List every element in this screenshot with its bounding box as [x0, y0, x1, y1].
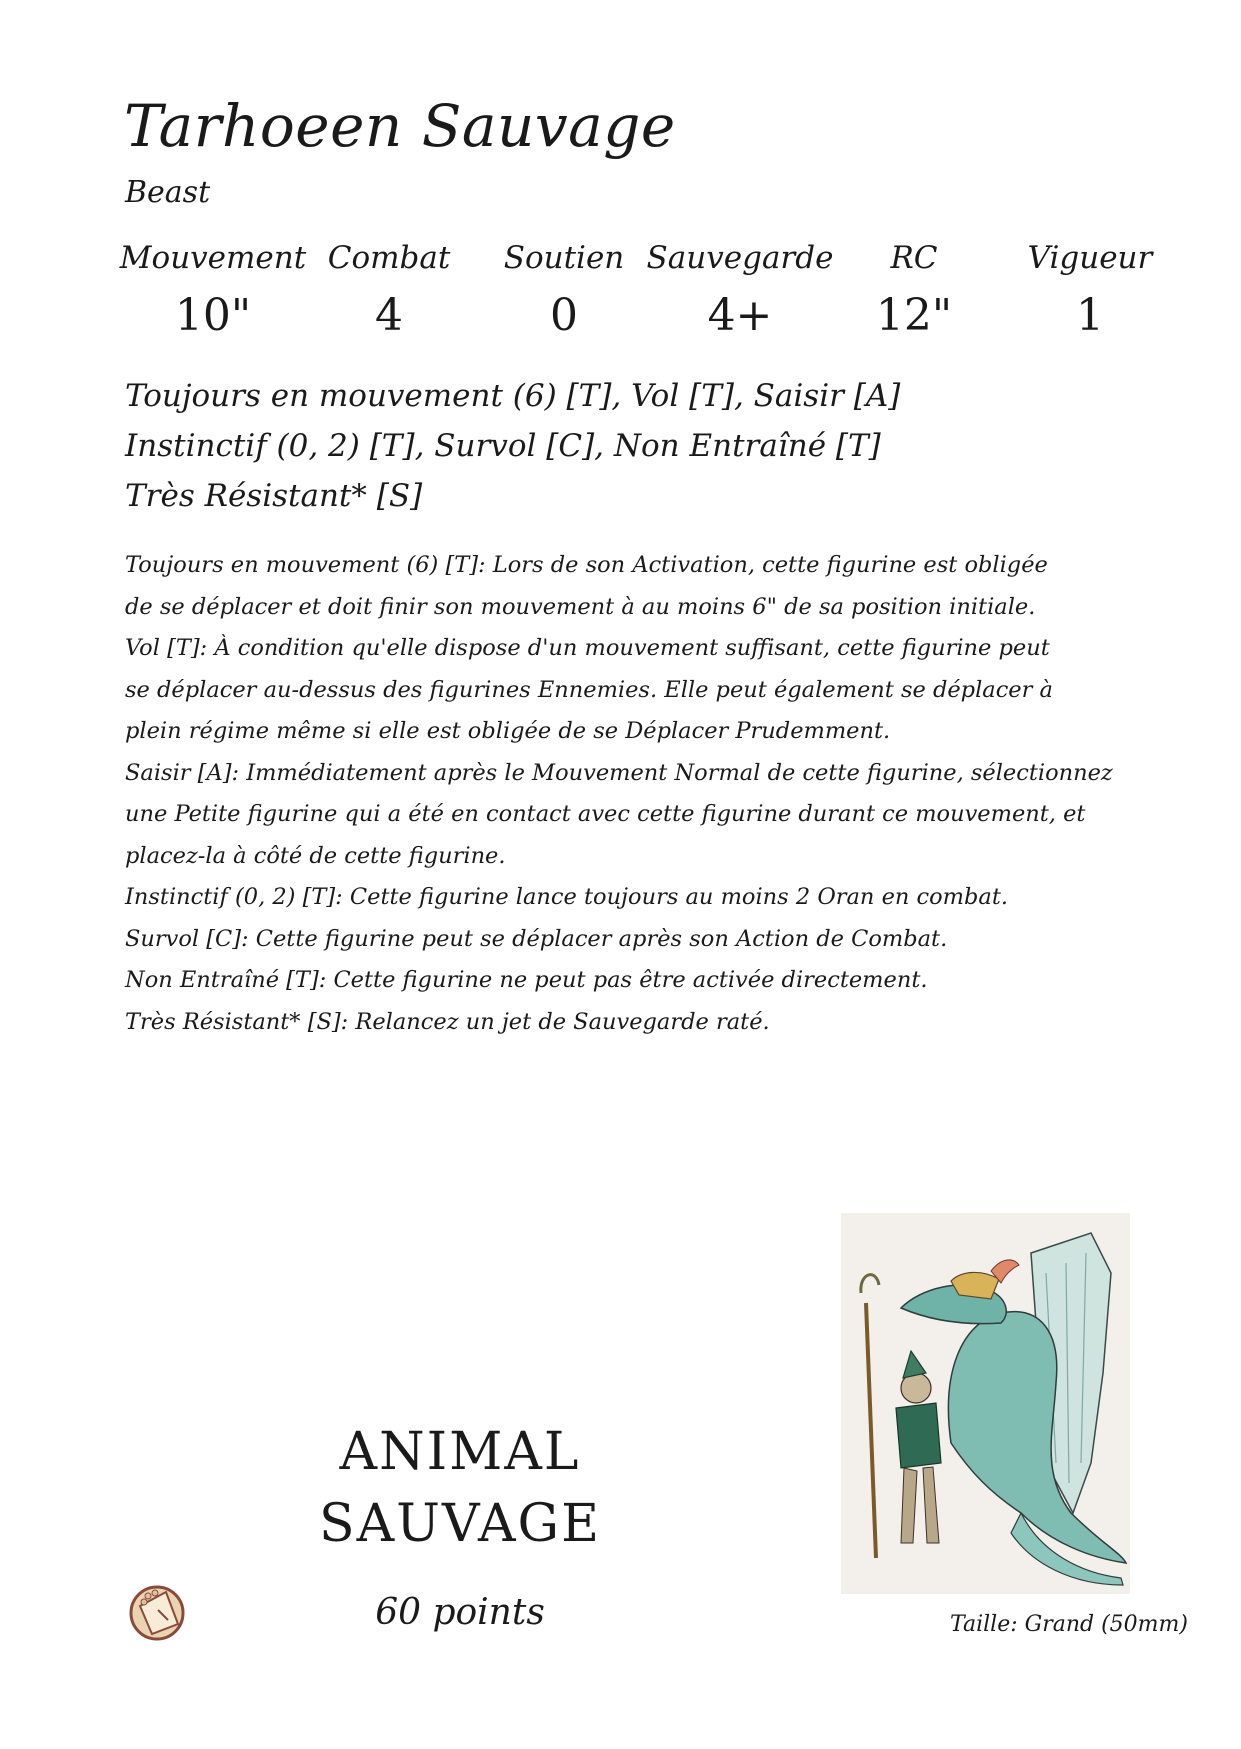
- rule-line: une Petite figurine qui a été en contact avec cette figurine durant ce mouvement, et: [125, 801, 1086, 827]
- stat-label-vigueur: Vigueur: [1027, 240, 1153, 276]
- rule-line: Très Résistant* [S]: Relancez un jet de Sauvegarde raté.: [125, 1008, 770, 1035]
- stat-label-rc: RC: [890, 240, 938, 276]
- rule-line: Saisir [A]: Immédiatement après le Mouvement Normal de cette figurine, sélectionnez: [125, 759, 1113, 786]
- stat-value-combat: 4: [375, 290, 403, 341]
- keyword-line: Toujours en mouvement (6) [T], Vol [T], Saisir [A]: [125, 378, 901, 414]
- keyword-line: Très Résistant* [S]: [125, 478, 423, 514]
- rule-line: de se déplacer et doit finir son mouvement à au moins 6" de sa position initiale.: [125, 593, 1036, 620]
- stat-label-soutien: Soutien: [503, 240, 625, 276]
- rule-line: Vol [T]: À condition qu'elle dispose d'un mouvement suffisant, cette figurine peut: [125, 635, 1050, 661]
- stat-value-rc: 12": [875, 290, 953, 341]
- stat-value-sauvegarde: 4+: [707, 290, 773, 341]
- stat-value-soutien: 0: [550, 290, 578, 341]
- stat-label-combat: Combat: [327, 240, 451, 276]
- keyword-line: Instinctif (0, 2) [T], Survol [C], Non Entraîné [T]: [125, 428, 881, 464]
- rule-line: se déplacer au-dessus des figurines Ennemies. Elle peut également se déplacer à: [125, 676, 1053, 703]
- stat-value-vigueur: 1: [1076, 290, 1104, 341]
- category-line-2: SAUVAGE: [318, 1494, 602, 1554]
- stat-value-mouvement: 10": [174, 290, 252, 341]
- stat-label-mouvement: Mouvement: [119, 240, 307, 276]
- creature-illustration: [841, 1213, 1130, 1594]
- rule-line: placez-la à côté de cette figurine.: [125, 842, 506, 869]
- card-title: Tarhoeen Sauvage: [124, 92, 676, 160]
- rule-line: Toujours en mouvement (6) [T]: Lors de son Activation, cette figurine est obligée: [125, 552, 1048, 578]
- rule-line: Instinctif (0, 2) [T]: Cette figurine lance toujours au moins 2 Oran en combat.: [125, 884, 1009, 910]
- rule-line: Survol [C]: Cette figurine peut se déplacer après son Action de Combat.: [125, 925, 948, 952]
- rule-line: plein régime même si elle est obligée de se Déplacer Prudemment.: [125, 718, 891, 744]
- base-size-label: Taille: Grand (50mm): [950, 1612, 1188, 1637]
- publisher-logo-icon: [126, 1580, 188, 1642]
- rules-text: [125, 545, 1135, 1043]
- points-cost: 60 points: [375, 1592, 545, 1633]
- stat-label-sauvegarde: Sauvegarde: [646, 240, 834, 276]
- category-line-1: ANIMAL: [339, 1422, 581, 1482]
- unit-type: Beast: [125, 175, 211, 210]
- rule-line: Non Entraîné [T]: Cette figurine ne peut pas être activée directement.: [125, 967, 928, 993]
